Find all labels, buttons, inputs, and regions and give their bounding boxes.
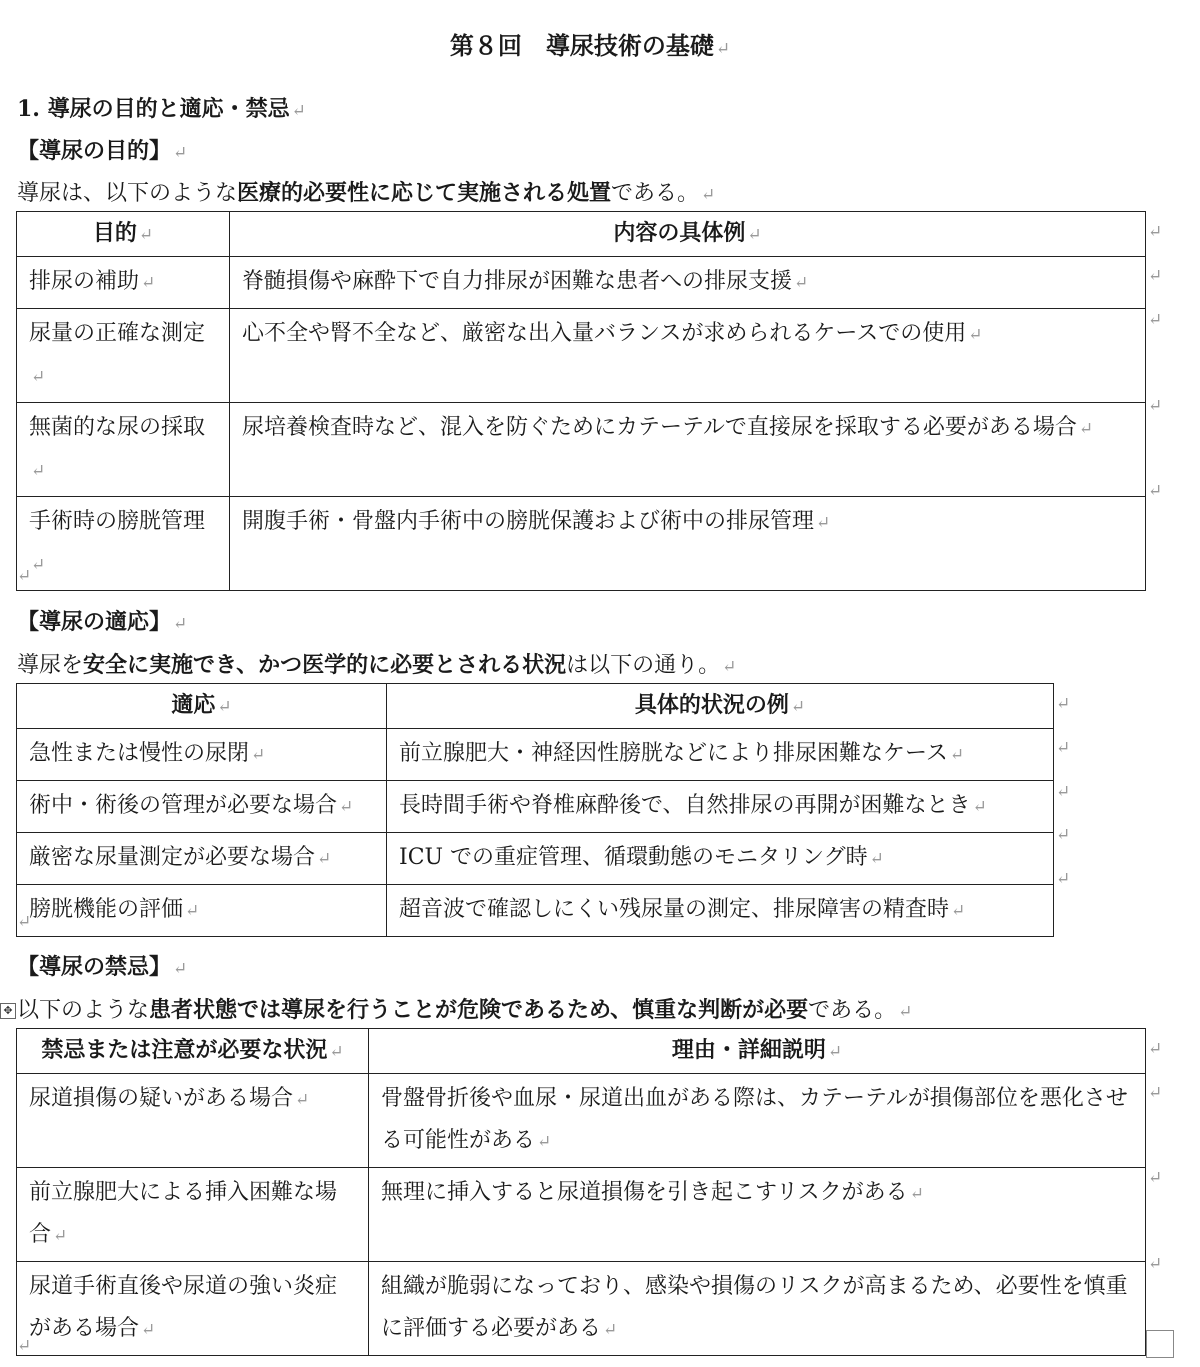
table-header-cell: 理由・詳細説明 ↵ [369, 1029, 1146, 1074]
row-end-mark: ↵ [1148, 1168, 1163, 1188]
row-end-mark: ↵ [1148, 1039, 1163, 1059]
table-header-cell: 禁忌または注意が必要な状況 ↵ [17, 1029, 369, 1074]
row-end-mark: ↵ [1148, 481, 1163, 501]
table-cell: 膀胱機能の評価 ↵ [17, 885, 387, 937]
row-end-mark: ↵ [1056, 694, 1071, 714]
table-row [17, 1168, 1146, 1262]
table-row [17, 257, 1146, 309]
empty-paragraph: ↵ [17, 1336, 32, 1356]
empty-paragraph: ↵ [17, 912, 32, 932]
row-end-mark: ↵ [1148, 396, 1163, 416]
purpose-table [16, 211, 1146, 591]
table-cell: 長時間手術や脊椎麻酔後で、自然排尿の再開が困難なとき ↵ [387, 781, 1054, 833]
indication-label: 【導尿の適応】 ↵ [17, 609, 188, 635]
contraindication-intro: 以下のような患者状態では導尿を行うことが危険であるため、慎重な判断が必要である。 ↵ [17, 997, 913, 1023]
table-cell: 手術時の膀胱管理↵ [17, 497, 230, 591]
table-cell: 骨盤骨折後や血尿・尿道出血がある際は、カテーテルが損傷部位を悪化させる可能性がある ↵ [369, 1074, 1146, 1168]
section-heading: 1. 導尿の目的と適応・禁忌 ↵ [17, 96, 306, 122]
table-cell: 尿量の正確な測定↵ [17, 309, 230, 403]
row-end-mark: ↵ [1056, 782, 1071, 802]
table-row [17, 403, 1146, 497]
table-row [17, 309, 1146, 403]
table-cell: 組織が脆弱になっており、感染や損傷のリスクが高まるため、必要性を慎重に評価する必要がある ↵ [369, 1262, 1146, 1356]
table-cell: 急性または慢性の尿閉 ↵ [17, 729, 387, 781]
row-end-mark: ↵ [1056, 738, 1071, 758]
table-cell: 尿培養検査時など、混入を防ぐためにカテーテルで直接尿を採取する必要がある場合 ↵ [230, 403, 1146, 497]
table-cell: 心不全や腎不全など、厳密な出入量バランスが求められるケースでの使用 ↵ [230, 309, 1146, 403]
table-row [17, 729, 1054, 781]
table-header-row [17, 684, 1054, 729]
table-cell: 開腹手術・骨盤内手術中の膀胱保護および術中の排尿管理 ↵ [230, 497, 1146, 591]
table-header-cell: 内容の具体例 ↵ [230, 212, 1146, 257]
table-cell: 厳密な尿量測定が必要な場合 ↵ [17, 833, 387, 885]
table-cell: ICU での重症管理、循環動態のモニタリング時 ↵ [387, 833, 1054, 885]
row-end-mark: ↵ [1056, 869, 1071, 889]
row-end-mark: ↵ [1148, 222, 1163, 242]
row-end-mark: ↵ [1148, 266, 1163, 286]
table-cell: 排尿の補助 ↵ [17, 257, 230, 309]
contraindication-label: 【導尿の禁忌】 ↵ [17, 954, 188, 980]
table-row [17, 781, 1054, 833]
row-end-mark: ↵ [1148, 1083, 1163, 1103]
table-cell: 術中・術後の管理が必要な場合 ↵ [17, 781, 387, 833]
table-header-cell: 具体的状況の例 ↵ [387, 684, 1054, 729]
table-cell: 前立腺肥大による挿入困難な場合 ↵ [17, 1168, 369, 1262]
table-row [17, 833, 1054, 885]
indication-table [16, 683, 1054, 937]
indication-intro: 導尿を安全に実施でき、かつ医学的に必要とされる状況は以下の通り。 ↵ [17, 652, 737, 678]
table-cell: 尿道損傷の疑いがある場合 ↵ [17, 1074, 369, 1168]
table-row [17, 497, 1146, 591]
table-header-row [17, 1029, 1146, 1074]
table-header-row [17, 212, 1146, 257]
table-cell: 脊髄損傷や麻酔下で自力排尿が困難な患者への排尿支援 ↵ [230, 257, 1146, 309]
table-resize-handle[interactable] [1146, 1330, 1174, 1358]
purpose-intro: 導尿は、以下のような医療的必要性に応じて実施される処置である。 ↵ [17, 180, 716, 206]
table-header-cell: 目的 ↵ [17, 212, 230, 257]
table-cell: 前立腺肥大・神経因性膀胱などにより排尿困難なケース ↵ [387, 729, 1054, 781]
table-cell: 無菌的な尿の採取↵ [17, 403, 230, 497]
empty-paragraph: ↵ [17, 566, 32, 586]
table-header-cell: 適応 ↵ [17, 684, 387, 729]
table-row [17, 1074, 1146, 1168]
row-end-mark: ↵ [1148, 310, 1163, 330]
row-end-mark: ↵ [1056, 825, 1071, 845]
table-row [17, 885, 1054, 937]
table-cell: 無理に挿入すると尿道損傷を引き起こすリスクがある ↵ [369, 1168, 1146, 1262]
row-end-mark: ↵ [1148, 1254, 1163, 1274]
table-row [17, 1262, 1146, 1356]
page-title: 第８回 導尿技術の基礎 ↵ [449, 31, 731, 60]
table-cell: 尿道手術直後や尿道の強い炎症がある場合 ↵ [17, 1262, 369, 1356]
table-cell: 超音波で確認しにくい残尿量の測定、排尿障害の精査時 ↵ [387, 885, 1054, 937]
purpose-label: 【導尿の目的】 ↵ [17, 138, 188, 164]
table-move-handle-icon[interactable]: ✥ [0, 1003, 16, 1019]
contraindication-table [16, 1028, 1146, 1356]
